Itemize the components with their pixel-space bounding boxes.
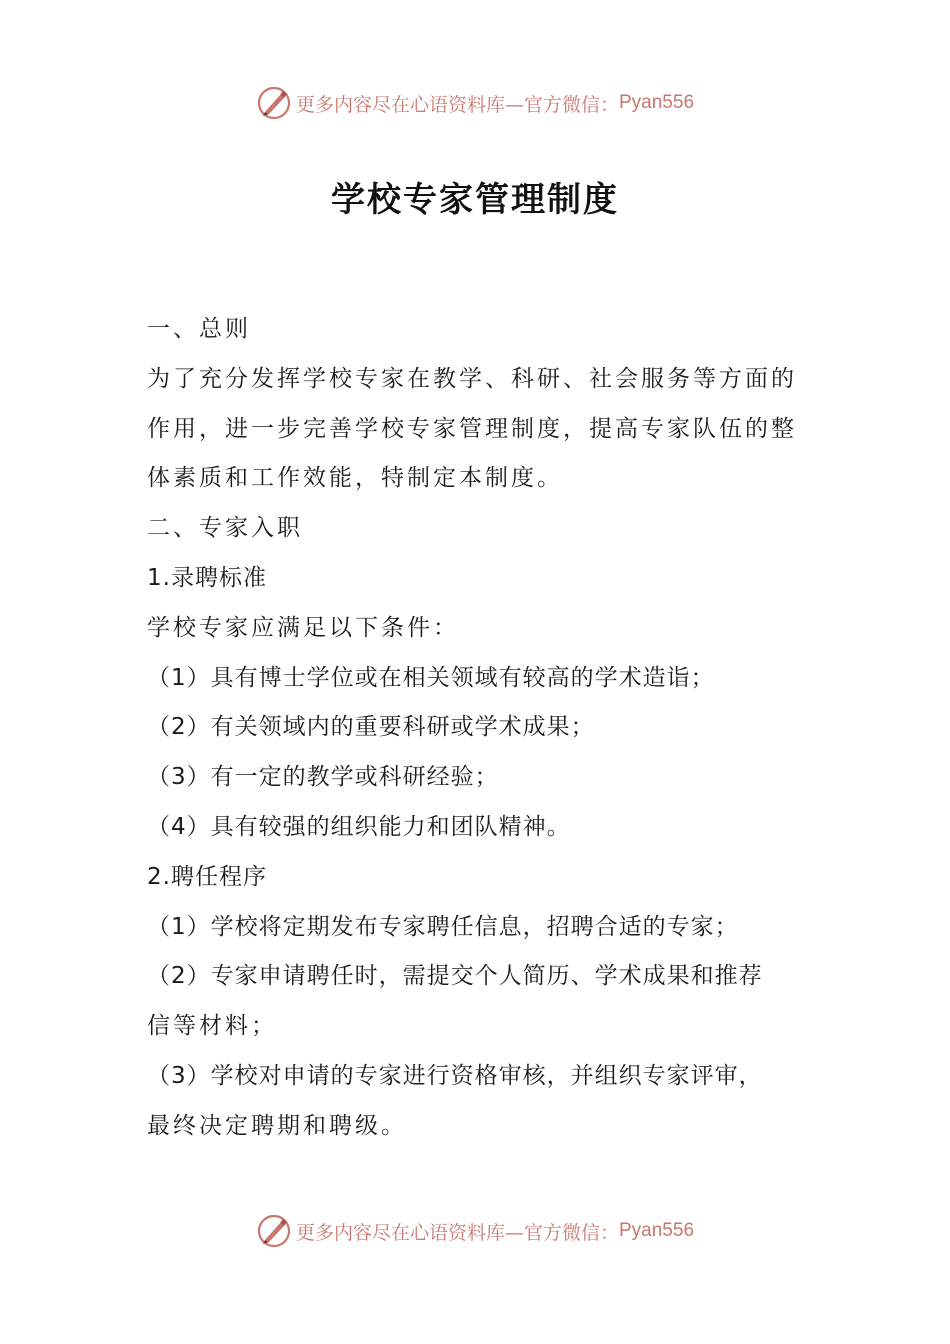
paragraph-line: 学校专家应满足以下条件： [147,614,459,641]
document-title: 学校专家管理制度 [331,180,619,220]
list-item-continuation: 最终决定聘期和聘级。 [147,1112,407,1139]
header-watermark-banner [0,83,950,123]
pen-logo-icon [256,85,292,121]
pen-logo-icon [256,1213,292,1249]
list-item: （3）有一定的教学或科研经验； [147,764,499,791]
list-item: （2）有关领域内的重要科研或学术成果； [147,714,595,741]
list-item: （3）学校对申请的专家进行资格审核，并组织专家评审， [147,1062,763,1089]
list-item-continuation: 信等材料； [147,1013,277,1040]
paragraph-line: 作用，进一步完善学校专家管理制度，提高专家队伍的整 [147,415,797,442]
paragraph-line: 为了充分发挥学校专家在教学、科研、社会服务等方面的 [147,365,797,392]
list-item: （4）具有较强的组织能力和团队精神。 [147,813,571,840]
banner-wechat-id: Pyan556 [619,92,695,113]
list-item: （1）具有博士学位或在相关领域有较高的学术造诣； [147,664,715,691]
banner-wechat-id: Pyan556 [619,1220,695,1241]
list-item: （1）学校将定期发布专家聘任信息，招聘合适的专家； [147,913,739,940]
paragraph-line: 体素质和工作效能，特制定本制度。 [147,465,563,492]
document-body [147,305,809,1152]
section-heading: 二、专家入职 [147,515,303,542]
footer-watermark-banner [0,1211,950,1251]
list-item: （2）专家申请聘任时，需提交个人简历、学术成果和推荐 [147,963,763,990]
banner-text: 更多内容尽在心语资料库—官方微信： [295,93,619,116]
subsection-heading: 1.录聘标准 [147,564,267,591]
section-heading: 一、总则 [147,316,251,342]
subsection-heading: 2.聘任程序 [147,863,267,890]
banner-text: 更多内容尽在心语资料库—官方微信： [295,1221,619,1244]
